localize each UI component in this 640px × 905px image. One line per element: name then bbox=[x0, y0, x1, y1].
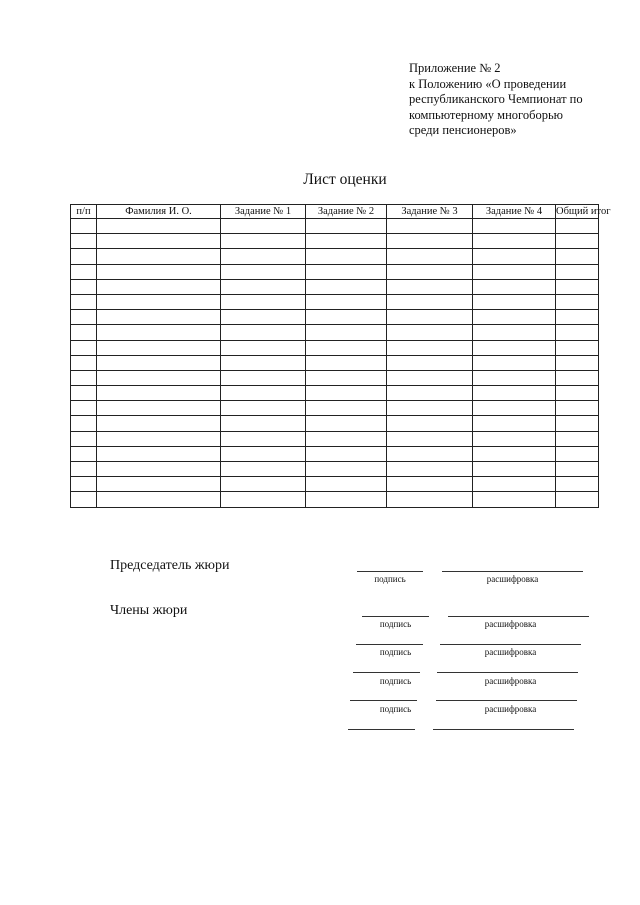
appendix-line: компьютерному многоборью bbox=[409, 107, 563, 122]
table-row bbox=[71, 370, 599, 385]
table-cell bbox=[71, 264, 97, 279]
table-cell bbox=[473, 492, 556, 507]
table-cell bbox=[556, 340, 599, 355]
table-cell bbox=[473, 234, 556, 249]
decode-caption: расшифровка bbox=[484, 647, 537, 657]
table-cell bbox=[221, 386, 306, 401]
table-cell bbox=[556, 219, 599, 234]
table-cell bbox=[97, 386, 221, 401]
table-cell bbox=[71, 446, 97, 461]
grading-table bbox=[70, 204, 611, 508]
table-cell bbox=[556, 325, 599, 340]
table-cell bbox=[556, 492, 599, 507]
table-cell bbox=[221, 325, 306, 340]
table-body bbox=[71, 219, 599, 508]
table-cell bbox=[306, 386, 387, 401]
table-cell bbox=[71, 370, 97, 385]
table-cell bbox=[473, 446, 556, 461]
table-row bbox=[71, 264, 599, 279]
appendix-line: к Положению «О проведении bbox=[409, 76, 567, 91]
table-cell bbox=[306, 355, 387, 370]
table-row bbox=[71, 446, 599, 461]
table-row bbox=[71, 249, 599, 264]
table-cell bbox=[221, 431, 306, 446]
table-row bbox=[71, 279, 599, 294]
table-row bbox=[71, 234, 599, 249]
table-row bbox=[71, 325, 599, 340]
table-cell bbox=[97, 294, 221, 309]
table-cell bbox=[71, 249, 97, 264]
table-cell bbox=[221, 249, 306, 264]
table-row bbox=[71, 431, 599, 446]
table-cell bbox=[97, 279, 221, 294]
table-cell bbox=[71, 492, 97, 507]
table-cell bbox=[387, 492, 473, 507]
col-header-total: Общий итог bbox=[556, 206, 611, 217]
table-cell bbox=[97, 249, 221, 264]
table-cell bbox=[221, 477, 306, 492]
table-cell bbox=[221, 492, 306, 507]
col-header-number: п/п bbox=[71, 205, 97, 219]
table-cell bbox=[306, 462, 387, 477]
sign-caption: подпись bbox=[379, 619, 412, 629]
table-cell bbox=[387, 294, 473, 309]
table-cell bbox=[306, 492, 387, 507]
table-cell bbox=[71, 340, 97, 355]
decode-caption: расшифровка bbox=[484, 676, 537, 686]
decode-caption: расшифровка bbox=[484, 704, 537, 714]
table-cell bbox=[97, 234, 221, 249]
member-sign-line bbox=[348, 729, 415, 730]
table-cell bbox=[71, 386, 97, 401]
decode-caption: расшифровка bbox=[484, 619, 537, 629]
table-cell bbox=[387, 401, 473, 416]
table-cell bbox=[556, 386, 599, 401]
chairman-decode-line bbox=[442, 571, 583, 572]
member-sign-line bbox=[350, 700, 417, 701]
member-sign-line bbox=[356, 644, 423, 645]
table-cell bbox=[387, 386, 473, 401]
table-cell bbox=[221, 264, 306, 279]
table-row bbox=[71, 492, 599, 507]
table-cell bbox=[556, 431, 599, 446]
table-cell bbox=[71, 416, 97, 431]
table-cell bbox=[473, 219, 556, 234]
table-cell bbox=[221, 355, 306, 370]
table-cell bbox=[473, 431, 556, 446]
table-cell bbox=[306, 431, 387, 446]
table-cell bbox=[556, 355, 599, 370]
table-cell bbox=[221, 279, 306, 294]
table-cell bbox=[473, 386, 556, 401]
table-cell bbox=[473, 355, 556, 370]
table-cell bbox=[221, 370, 306, 385]
table-cell bbox=[97, 310, 221, 325]
table-cell bbox=[71, 294, 97, 309]
table-cell bbox=[473, 264, 556, 279]
table-cell bbox=[306, 401, 387, 416]
appendix-line: Приложение № 2 bbox=[409, 61, 501, 75]
table-cell bbox=[97, 431, 221, 446]
table-row bbox=[71, 401, 599, 416]
member-decode-line bbox=[436, 700, 577, 701]
table-cell bbox=[71, 310, 97, 325]
table-cell bbox=[71, 234, 97, 249]
table-cell bbox=[473, 477, 556, 492]
chairman-sign-line bbox=[357, 571, 423, 572]
table-cell bbox=[387, 279, 473, 294]
table-cell bbox=[221, 401, 306, 416]
table-cell bbox=[71, 355, 97, 370]
table-cell bbox=[556, 370, 599, 385]
table-cell bbox=[97, 446, 221, 461]
col-header-task1: Задание № 1 bbox=[221, 205, 306, 219]
table-cell bbox=[97, 355, 221, 370]
table-cell bbox=[556, 446, 599, 461]
table-cell bbox=[306, 234, 387, 249]
table-cell bbox=[97, 264, 221, 279]
table-cell bbox=[556, 401, 599, 416]
table-cell bbox=[387, 264, 473, 279]
sign-caption: подпись bbox=[374, 574, 406, 584]
table-cell bbox=[387, 462, 473, 477]
table-cell bbox=[71, 279, 97, 294]
table-cell bbox=[473, 325, 556, 340]
table-row bbox=[71, 477, 599, 492]
table-cell bbox=[221, 446, 306, 461]
table-header-row bbox=[71, 205, 599, 219]
member-decode-line bbox=[440, 644, 581, 645]
member-decode-line bbox=[433, 729, 574, 730]
table-cell bbox=[473, 310, 556, 325]
table-cell bbox=[97, 416, 221, 431]
table-row bbox=[71, 416, 599, 431]
table-cell bbox=[556, 477, 599, 492]
table-cell bbox=[71, 462, 97, 477]
col-header-name: Фамилия И. О. bbox=[97, 205, 221, 219]
table-cell bbox=[387, 325, 473, 340]
table-cell bbox=[473, 249, 556, 264]
table-cell bbox=[97, 492, 221, 507]
table-cell bbox=[387, 219, 473, 234]
table-row bbox=[71, 310, 599, 325]
page-title: Лист оценки bbox=[303, 171, 387, 188]
table-cell bbox=[387, 234, 473, 249]
table-cell bbox=[71, 401, 97, 416]
table-cell bbox=[473, 340, 556, 355]
appendix-note bbox=[409, 61, 631, 139]
appendix-line: республиканского Чемпионат по bbox=[409, 92, 583, 107]
table-cell bbox=[473, 294, 556, 309]
member-decode-line bbox=[448, 616, 589, 617]
appendix-line: среди пенсионеров» bbox=[409, 123, 517, 138]
table-cell bbox=[306, 294, 387, 309]
table-cell bbox=[556, 279, 599, 294]
table-cell bbox=[97, 462, 221, 477]
table-cell bbox=[473, 401, 556, 416]
table-cell bbox=[473, 462, 556, 477]
table-cell bbox=[97, 477, 221, 492]
table-cell bbox=[97, 401, 221, 416]
table-cell bbox=[306, 416, 387, 431]
member-sign-line bbox=[362, 616, 429, 617]
table-row bbox=[71, 355, 599, 370]
table-cell bbox=[306, 264, 387, 279]
table-cell bbox=[306, 279, 387, 294]
table-cell bbox=[71, 325, 97, 340]
table-cell bbox=[71, 477, 97, 492]
table-cell bbox=[306, 340, 387, 355]
table-row bbox=[71, 219, 599, 234]
table-cell bbox=[221, 462, 306, 477]
table-cell bbox=[97, 370, 221, 385]
decode-caption: расшифровка bbox=[486, 574, 539, 584]
table-cell bbox=[556, 264, 599, 279]
table-cell bbox=[306, 446, 387, 461]
table-row bbox=[71, 462, 599, 477]
table-cell bbox=[387, 416, 473, 431]
table-cell bbox=[221, 234, 306, 249]
table-cell bbox=[97, 340, 221, 355]
table-cell bbox=[97, 325, 221, 340]
table-cell bbox=[387, 310, 473, 325]
table-cell bbox=[387, 355, 473, 370]
table-cell bbox=[387, 340, 473, 355]
table-cell bbox=[387, 370, 473, 385]
table-row bbox=[71, 386, 599, 401]
table-cell bbox=[221, 310, 306, 325]
table-cell bbox=[221, 340, 306, 355]
member-decode-line bbox=[437, 672, 578, 673]
table-cell bbox=[387, 477, 473, 492]
table-cell bbox=[556, 310, 599, 325]
table-cell bbox=[221, 416, 306, 431]
table-cell bbox=[556, 294, 599, 309]
table-cell bbox=[473, 370, 556, 385]
table-cell bbox=[221, 219, 306, 234]
sign-caption: подпись bbox=[379, 704, 412, 714]
table-cell bbox=[387, 249, 473, 264]
table-cell bbox=[306, 249, 387, 264]
table-cell bbox=[306, 325, 387, 340]
table-cell bbox=[306, 370, 387, 385]
member-sign-line bbox=[353, 672, 420, 673]
table-cell bbox=[71, 219, 97, 234]
table-row bbox=[71, 340, 599, 355]
table-cell bbox=[306, 310, 387, 325]
chairman-label: Председатель жюри bbox=[110, 558, 230, 573]
table-cell bbox=[306, 219, 387, 234]
members-label: Члены жюри bbox=[110, 603, 188, 618]
table-cell bbox=[387, 431, 473, 446]
col-header-task2: Задание № 2 bbox=[306, 205, 387, 219]
table-cell bbox=[97, 219, 221, 234]
table-cell bbox=[473, 279, 556, 294]
table-cell bbox=[556, 462, 599, 477]
table-cell bbox=[387, 446, 473, 461]
sign-caption: подпись bbox=[379, 676, 412, 686]
table-cell bbox=[473, 416, 556, 431]
table-cell bbox=[306, 477, 387, 492]
table-cell bbox=[71, 431, 97, 446]
sign-caption: подпись bbox=[379, 647, 412, 657]
table-cell bbox=[556, 234, 599, 249]
table-cell bbox=[556, 416, 599, 431]
table-cell bbox=[556, 249, 599, 264]
col-header-task4: Задание № 4 bbox=[473, 205, 556, 219]
table-row bbox=[71, 294, 599, 309]
col-header-task3: Задание № 3 bbox=[387, 205, 473, 219]
table-cell bbox=[221, 294, 306, 309]
